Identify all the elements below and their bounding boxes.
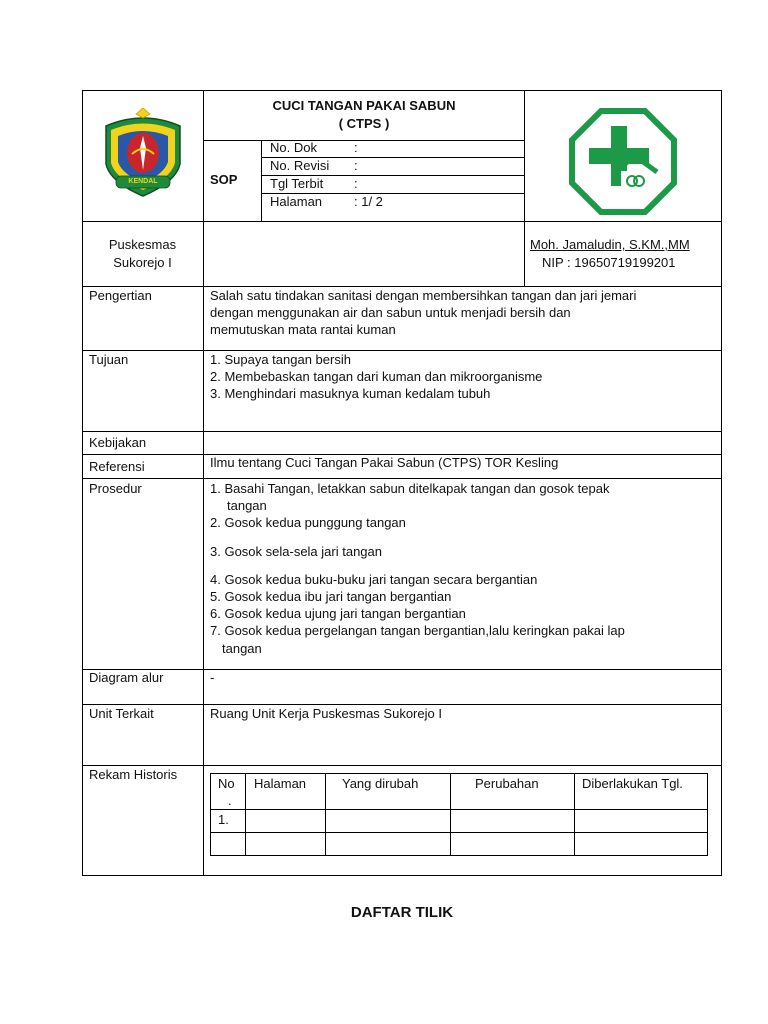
- daftar-tilik-title: DAFTAR TILIK: [350, 904, 454, 921]
- col-divider: [203, 90, 204, 876]
- pengertian-line-3: memutuskan mata rantai kuman: [210, 322, 396, 337]
- tujuan-item-2: 2. Membebaskan tangan dari kuman dan mikroorganisme: [210, 369, 543, 384]
- tujuan-item-1: 1. Supaya tangan bersih: [210, 352, 351, 367]
- prosedur-step-6: 6. Gosok kedua ujung jari tangan bergantian: [210, 606, 466, 621]
- kendal-crest-logo: [98, 108, 188, 200]
- doc-label-no-revisi: No. Revisi: [270, 158, 330, 173]
- unit-terkait-value: Ruang Unit Kerja Puskesmas Sukorejo I: [210, 706, 442, 721]
- rh-line-top: [210, 773, 708, 774]
- head-nip: NIP : 19650719199201: [542, 255, 676, 270]
- doc-value-tgl-terbit: :: [354, 176, 358, 191]
- rh-vline-0: [210, 773, 211, 856]
- puskesmas-name-line1: Puskesmas: [108, 237, 177, 252]
- row-sep-6: [82, 669, 722, 670]
- sop-title-line1: CUCI TANGAN PAKAI SABUN: [272, 98, 456, 113]
- row-sep-8: [82, 765, 722, 766]
- frame-bottom: [82, 875, 722, 876]
- rh-line-2: [210, 832, 708, 833]
- rh-vline-5: [707, 773, 708, 856]
- rh-line-bottom: [210, 855, 708, 856]
- label-diagram-alur: Diagram alur: [89, 670, 164, 685]
- tujuan-item-3: 3. Menghindari masuknya kuman kedalam tubuh: [210, 386, 491, 401]
- sop-divider: [261, 140, 262, 222]
- label-pengertian: Pengertian: [89, 288, 152, 303]
- doc-label-tgl-terbit: Tgl Terbit: [270, 176, 324, 191]
- rh-vline-2: [325, 773, 326, 856]
- row-sep-2: [82, 350, 722, 351]
- rh-header-halaman: Halaman: [254, 776, 307, 791]
- rh-vline-3: [450, 773, 451, 856]
- doc-value-no-revisi: :: [354, 158, 358, 173]
- frame-top: [82, 90, 722, 91]
- label-unit-terkait: Unit Terkait: [89, 706, 154, 721]
- row-sep-5: [82, 478, 722, 479]
- prosedur-step-7-cont: tangan: [222, 641, 262, 656]
- rh-vline-4: [574, 773, 575, 856]
- prosedur-step-1: 1. Basahi Tangan, letakkan sabun ditelkapak tangan dan gosok tepak: [210, 481, 610, 496]
- rh-row1-no: 1.: [218, 812, 229, 827]
- rh-header-no: No: [218, 776, 235, 791]
- pengertian-line-1: Salah satu tindakan sanitasi dengan membersihkan tangan dan jari jemari: [210, 288, 637, 303]
- doc-value-halaman: : 1/ 2: [354, 194, 383, 209]
- referensi-value: Ilmu tentang Cuci Tangan Pakai Sabun (CTPS) TOR Kesling: [210, 455, 559, 470]
- doc-value-no-dok: :: [354, 140, 358, 155]
- label-kebijakan: Kebijakan: [89, 435, 147, 450]
- label-referensi: Referensi: [89, 459, 145, 474]
- prosedur-step-7: 7. Gosok kedua pergelangan tangan bergantian,lalu keringkan pakai lap: [210, 623, 625, 638]
- doc-label-halaman: Halaman: [270, 194, 323, 209]
- header-bottom-line: [82, 221, 722, 222]
- head-name: Moh. Jamaludin, S.KM.,MM: [530, 237, 690, 252]
- rh-vline-1: [245, 773, 246, 856]
- prosedur-step-3: 3. Gosok sela-sela jari tangan: [210, 544, 382, 559]
- row-sep-3: [82, 431, 722, 432]
- sop-title-line2: ( CTPS ): [338, 116, 390, 131]
- puskesmas-logo: [569, 108, 677, 215]
- puskesmas-cross-icon: [569, 108, 677, 215]
- label-rekam-historis: Rekam Historis: [89, 767, 178, 782]
- rh-header-yang-dirubah: Yang dirubah: [342, 776, 419, 791]
- label-tujuan: Tujuan: [89, 352, 129, 367]
- prosedur-step-5: 5. Gosok kedua ibu jari tangan bergantian: [210, 589, 452, 604]
- diagram-alur-value: -: [210, 670, 215, 685]
- puskesmas-name-line2: Sukorejo I: [113, 255, 172, 270]
- prosedur-step-4: 4. Gosok kedua buku-buku jari tangan secara bergantian: [210, 572, 538, 587]
- title-bottom-line: [203, 140, 525, 141]
- frame-right: [721, 90, 722, 876]
- rekam-historis-table: [210, 773, 708, 856]
- rh-header-diberlakukan: Diberlakukan Tgl.: [582, 776, 683, 791]
- doc-label-no-dok: No. Dok: [270, 140, 317, 155]
- pengertian-line-2: dengan menggunakan air dan sabun untuk menjadi bersih dan: [210, 305, 571, 320]
- rh-header-perubahan: Perubahan: [475, 776, 539, 791]
- rh-line-1: [210, 809, 708, 810]
- prosedur-step-1-cont: tangan: [227, 498, 267, 513]
- rh-header-no-dot: .: [228, 793, 232, 808]
- sop-label: SOP: [210, 172, 238, 187]
- frame-left: [82, 90, 83, 876]
- label-prosedur: Prosedur: [89, 481, 142, 496]
- prosedur-step-2: 2. Gosok kedua punggung tangan: [210, 515, 406, 530]
- crest-text: KENDAL: [128, 178, 158, 185]
